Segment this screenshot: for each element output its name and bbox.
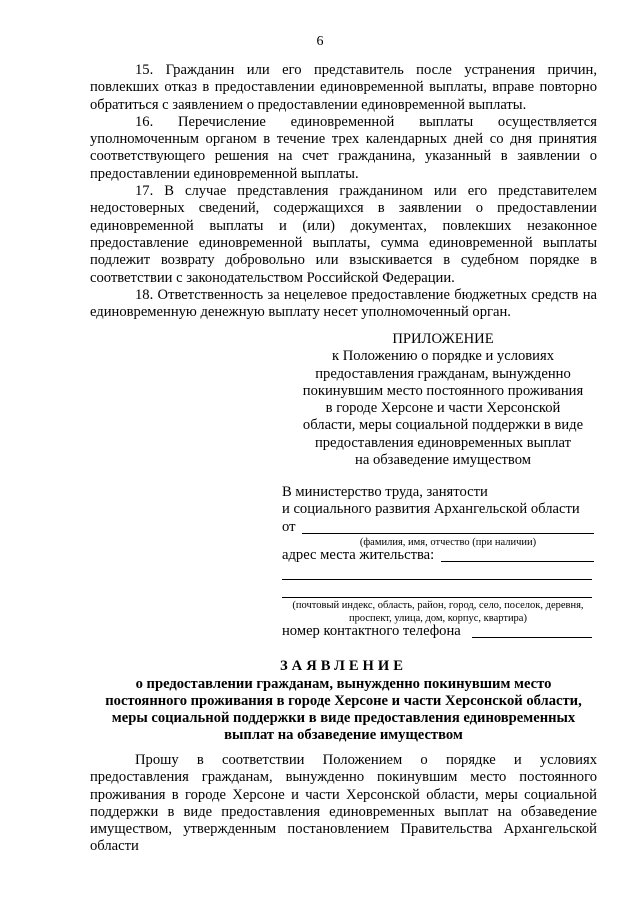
from-field-line [302, 533, 594, 534]
statement-subtitle-2: постоянного проживания в городе Херсоне и части Херсонской области, [105, 693, 582, 709]
phone-label: номер контактного телефона [282, 623, 461, 639]
appendix-line: к Положению о порядке и условиях [332, 348, 554, 365]
clause-18: 18. Ответственность за нецелевое предоставление бюджетных средств на единовременную денежную выплату несет уполномоченный орган. [90, 286, 597, 321]
from-label: от [282, 519, 296, 535]
residence-field-hint-2: проспект, улица, дом, корпус, квартира) [349, 613, 527, 624]
statement-subtitle-1: о предоставлении гражданам, вынужденно покинувшим место [135, 676, 552, 692]
statement-title-text: ЗАЯВЛЕНИЕ [279, 658, 407, 674]
residence-field-hint-1: (почтовый индекс, область, район, город, село, поселок, деревня, [292, 600, 584, 611]
addressee-line-1: В министерство труда, занятости [282, 484, 488, 500]
residence-field-line-3 [282, 597, 592, 598]
appendix-line: на обзаведение имуществом [355, 452, 531, 469]
residence-label: адрес места жительства: [282, 547, 435, 563]
residence-field-line-2 [282, 579, 592, 580]
appendix-block [292, 331, 594, 469]
statement-subtitle-3: меры социальной поддержки в виде предоставления единовременных [111, 710, 576, 726]
statement-title [90, 658, 597, 675]
appendix-line: области, меры социальной поддержки в виде [302, 417, 584, 434]
appendix-heading: ПРИЛОЖЕНИЕ [392, 331, 494, 347]
appendix-line: покинувшим место постоянного проживания [302, 382, 584, 399]
clause-15: 15. Гражданин или его представитель после устранения причин, повлекших отказ в предоставлении единовременной выплаты, вправе повторно обратиться с заявлением о предоставлении единовременной выплаты. [90, 62, 597, 113]
regulation-clauses [90, 62, 597, 321]
appendix-line: предоставления единовременных выплат [314, 434, 572, 451]
statement-subtitle-4: выплат на обзаведение имуществом [224, 727, 463, 743]
page-number: 6 [316, 34, 324, 49]
appendix-line: в городе Херсоне и части Херсонской [325, 400, 561, 417]
statement-body [90, 752, 597, 856]
clause-17: 17. В случае представления гражданином или его представителем недостоверных сведений, содержащихся в заявлении о предоставлении единовременной выплаты и (или) документах, повлекших незаконное предоставление единовременной выплаты, сумма единовременной выплаты подлежит возврату добровольно или взыскивается в судебном порядке в соответствии с законодательством Российской Федерации. [90, 183, 597, 286]
phone-field-line [472, 637, 592, 638]
residence-field-line-1 [441, 561, 594, 562]
addressee-line-2: и социального развития Архангельской области [282, 501, 580, 517]
statement-text: Прошу в соответствии Положением о порядке и условиях предоставления гражданам, вынужденно покинувшим место постоянного проживания в городе Херсоне и части Херсонской области, меры социальной поддержки в виде предоставления единовременных выплат на обзаведение имуществом, утвержденным постановлением Правительства Архангельской области [90, 752, 597, 855]
appendix-line: предоставления гражданам, вынужденно [315, 365, 571, 382]
from-field-hint: (фамилия, имя, отчество (при наличии) [359, 537, 537, 548]
clause-16: 16. Перечисление единовременной выплаты осуществляется уполномоченным органом в течение трех календарных дней со дня принятия соответствующего решения на счет гражданина, указанный в заявлении о предоставлении единовременной выплаты. [90, 113, 597, 182]
